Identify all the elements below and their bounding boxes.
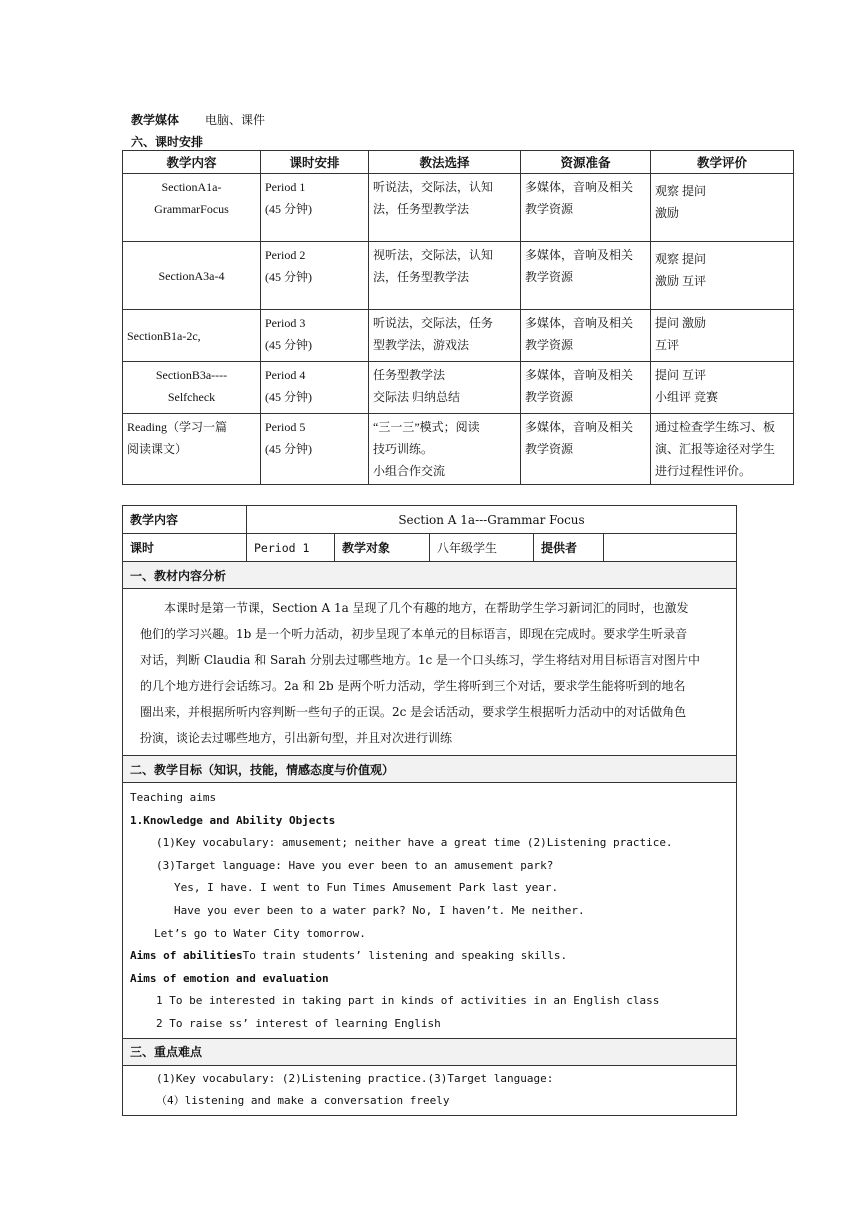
row4-resources: 多媒体，音响及相关 教学资源 bbox=[521, 362, 651, 414]
row1-method: 听说法，交际法，认知 法，任务型教学法 bbox=[369, 174, 521, 242]
schedule-table bbox=[122, 150, 794, 485]
plan-period-row bbox=[123, 534, 737, 562]
plan-period-label: 课时 bbox=[123, 534, 247, 562]
table-row bbox=[123, 174, 794, 242]
teaching-aims-heading: Teaching aims bbox=[130, 791, 217, 804]
lesson-plan-table bbox=[122, 505, 737, 1116]
plan-target-value: 八年级学生 bbox=[430, 534, 534, 562]
header-content: 教学内容 bbox=[123, 151, 261, 174]
knowledge-heading: 1.Knowledge and Ability Objects bbox=[130, 813, 336, 827]
emotion-heading: Aims of emotion and evaluation bbox=[130, 971, 329, 985]
plan-provider-value bbox=[604, 534, 737, 562]
section-one-title: 一、教材内容分析 bbox=[123, 562, 737, 589]
material-analysis: 本课时是第一节课，Section A 1a 呈现了几个有趣的地方，在帮助学生学习新词汇的同时，也激发 他们的学习兴趣。1b 是一个听力活动，初步呈现了本单元的目标语言，即现在完成时。要求学生听录音 对话，判断 Claudia 和 Sarah 分别去过哪些地方。1c 是一个口头练习，学生将结对用目标语言对图片中 的几个地方进行会话练习。2a 和 2b 是两个听力活动，学生将听到三个对话，要求学生能将听到的地名 圈出来，并根据所听内容判断一些句子的正误。2c 是会话活动，要求学生根据听力活动中的对话做角色 扮演，谈论去过哪些地方，引出新句型，并且对次进行训练 bbox=[123, 589, 737, 756]
teaching-media-label: 教学媒体 bbox=[131, 113, 180, 127]
row4-period: Period 4 (45 分钟) bbox=[261, 362, 369, 414]
row2-resources: 多媒体，音响及相关 教学资源 bbox=[521, 242, 651, 310]
plan-period-value: Period 1 bbox=[247, 534, 335, 562]
row2-period: Period 2 (45 分钟) bbox=[261, 242, 369, 310]
teaching-aims: Teaching aims 1.Knowledge and Ability Objects (1)Key vocabulary: amusement; neither have a great time (2)Listening practice. (3)Target language: Have you ever been to an amusement park? Yes, I have. I went to Fun Times Amusement Park last year. Have you ever been to a water park? No, I haven’t. Me neither. Let’s go to Water City tomorrow. Aims of abilitiesTo train students’ listening and speaking skills. Aims of emotion and evaluation 1 To be interested in taking part in kinds of activities in an English class 2 To raise ss’ interest of learning English bbox=[123, 783, 737, 1039]
key-difficulties: (1)Key vocabulary: (2)Listening practice.(3)Target language: （4）listening and make a conversation freely bbox=[123, 1065, 737, 1115]
section-three-title: 三、重点难点 bbox=[123, 1038, 737, 1065]
section-two-title: 二、教学目标（知识，技能，情感态度与价值观） bbox=[123, 756, 737, 783]
table-row bbox=[123, 414, 794, 485]
abilities-line: Aims of abilitiesTo train students’ listening and speaking skills. bbox=[130, 949, 568, 963]
table-row bbox=[123, 242, 794, 310]
row5-period: Period 5 (45 分钟) bbox=[261, 414, 369, 485]
row5-content: Reading（学习一篇 阅读课文） bbox=[123, 414, 261, 485]
row1-resources: 多媒体，音响及相关 教学资源 bbox=[521, 174, 651, 242]
row3-evaluation: 提问 激励 互评 bbox=[651, 310, 794, 362]
row1-evaluation: 观察 提问 激励 bbox=[651, 174, 794, 242]
header-resources: 资源准备 bbox=[521, 151, 651, 174]
plan-content-label: 教学内容 bbox=[123, 506, 247, 534]
row4-content: SectionB3a---- Selfcheck bbox=[123, 362, 261, 414]
row3-content: SectionB1a-2c, bbox=[123, 310, 261, 362]
row1-content: SectionA1a- GrammarFocus bbox=[123, 174, 261, 242]
plan-target-label: 教学对象 bbox=[335, 534, 430, 562]
plan-provider-label: 提供者 bbox=[534, 534, 604, 562]
schedule-header-row bbox=[123, 151, 794, 174]
teaching-media-value: 电脑、课件 bbox=[205, 113, 266, 127]
header-evaluation: 教学评价 bbox=[651, 151, 794, 174]
row5-evaluation: 通过检查学生练习、板 演、汇报等途径对学生 进行过程性评价。 bbox=[651, 414, 794, 485]
header-periods: 课时安排 bbox=[261, 151, 369, 174]
plan-content-row bbox=[123, 506, 737, 534]
table-row bbox=[123, 362, 794, 414]
row2-content: SectionA3a-4 bbox=[123, 242, 261, 310]
row3-method: 听说法，交际法，任务 型教学法，游戏法 bbox=[369, 310, 521, 362]
row2-evaluation: 观察 提问 激励 互评 bbox=[651, 242, 794, 310]
row3-period: Period 3 (45 分钟) bbox=[261, 310, 369, 362]
teaching-media-line bbox=[131, 111, 265, 128]
row5-resources: 多媒体，音响及相关 教学资源 bbox=[521, 414, 651, 485]
row3-resources: 多媒体，音响及相关 教学资源 bbox=[521, 310, 651, 362]
header-method: 教法选择 bbox=[369, 151, 521, 174]
row4-evaluation: 提问 互评 小组评 竞赛 bbox=[651, 362, 794, 414]
row5-method: “三一三”模式；阅读 技巧训练。 小组合作交流 bbox=[369, 414, 521, 485]
plan-content-value: Section A 1a---Grammar Focus bbox=[247, 506, 737, 534]
row4-method: 任务型教学法 交际法 归纳总结 bbox=[369, 362, 521, 414]
row1-period: Period 1 (45 分钟) bbox=[261, 174, 369, 242]
section-six-title: 六、课时安排 bbox=[131, 135, 204, 149]
row2-method: 视听法，交际法，认知 法，任务型教学法 bbox=[369, 242, 521, 310]
table-row bbox=[123, 310, 794, 362]
